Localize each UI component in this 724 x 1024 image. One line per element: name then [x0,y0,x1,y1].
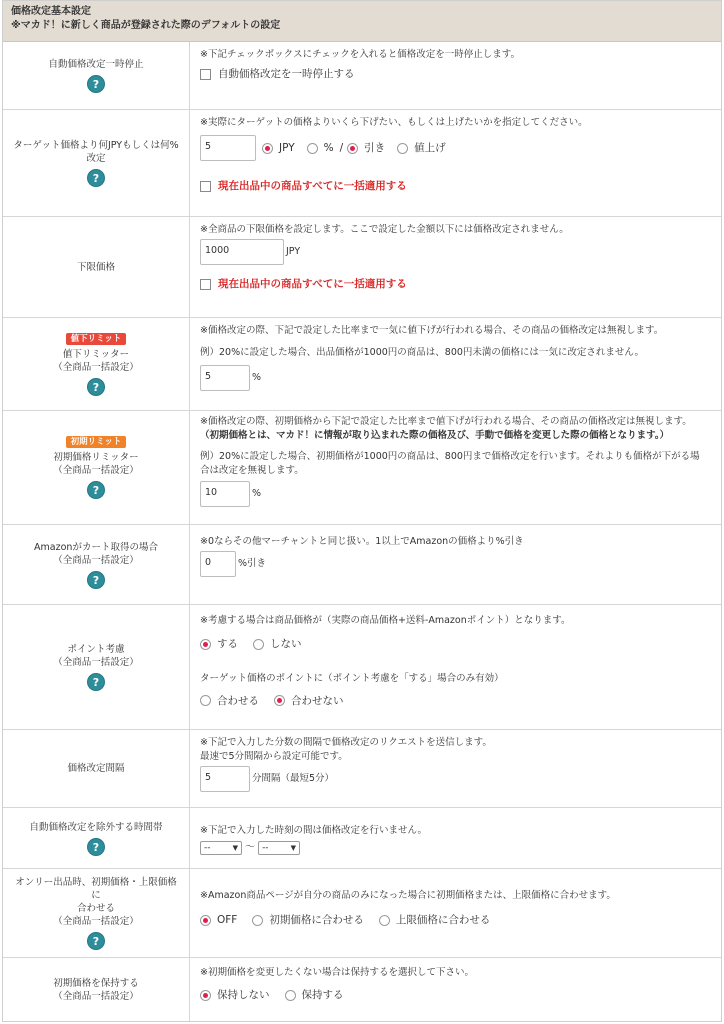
note-text: ※下記で入力した分数の間隔で価格改定のリクエストを送信します。 [200,737,492,748]
initial-limit-badge: 初期リミット [66,436,127,448]
settings-panel [2,0,722,1022]
label-text: 自動価格改定一時停止 [48,59,144,70]
row-value [190,958,721,1022]
apply-all-checkbox[interactable] [200,279,211,290]
radio-jpy-dot[interactable] [262,143,273,154]
radio-label: 合わせない [291,694,344,707]
label-sub: （全商品一括設定） [53,554,139,566]
row-target [3,110,721,217]
row-only-listing [3,869,721,958]
row-amazon-cart [3,525,721,605]
apply-all-label: 現在出品中の商品すべてに一括適用する [218,180,407,192]
target-amount-input[interactable]: 5 [200,135,256,161]
tilde: 〜 [245,842,256,853]
row-label [3,730,190,807]
note-bold-text: （初期価格とは、マカド！に情報が取り込まれた際の価格及び、手動で価格を変更した際の価格となります。） [200,430,670,441]
label-text: 価格改定間隔 [67,763,125,774]
row-label [3,605,190,729]
radio-percent-label: % [323,142,334,154]
row-label [3,318,190,410]
apply-all-line[interactable] [200,277,711,291]
unit-label: % [252,488,262,499]
only-radios [200,913,711,931]
panel-subtitle: ※マカド！に新しく商品が登録された際のデフォルトの設定 [11,20,281,31]
row-value [190,525,721,604]
note-text: ※価格改定の際、下記で設定した比率まで一気に値下げが行われる場合、その商品の価格改定は無視します。 [200,325,664,336]
row-keep-initial [3,958,721,1022]
radio-up-label: 値上げ [414,142,446,154]
row-exclude-time [3,808,721,869]
points-match-radios [200,694,711,712]
radio-up[interactable] [397,141,446,155]
note-text: ※価格改定の際、初期価格から下記で設定した比率まで値下げが行われる場合、その商品の価格改定は無視します。 [200,416,692,427]
row-value [190,411,721,524]
radio-dot[interactable] [253,639,264,650]
unit-label: JPY [286,246,301,257]
label-sub: （全商品一括設定） [53,465,139,476]
radio-label: しない [270,638,302,650]
radio-label: 初期価格に合わせる [269,914,364,926]
row-points [3,605,721,730]
example-text: 例）20%に設定した場合、初期価格が1000円の商品は、800円まで価格改定を行います。それよりも価格が下がる場 [200,451,700,462]
radio-percent[interactable] [307,141,334,155]
label-text: 初期価格を保持する [53,978,139,989]
row-pause [3,42,721,110]
radio-points-no[interactable] [253,637,302,651]
radio-dot[interactable] [379,915,390,926]
chevron-down-icon: ▼ [290,844,297,852]
question-circle-icon[interactable]: ? [87,673,105,691]
example-text: 例）20%に設定した場合、出品価格が1000円の商品は、800円未満の価格には一気に改定されません。 [200,347,644,358]
question-circle-icon[interactable]: ? [87,378,105,396]
initial-limiter-input[interactable]: 10 [200,481,250,507]
label-text: 下限価格 [76,261,115,273]
radio-keep-no[interactable] [200,988,270,1002]
radio-points-yes[interactable] [200,637,238,651]
keep-radios [200,988,711,1006]
row-value [190,869,721,957]
label-text: ポイント考慮 [67,644,125,655]
label-text: オンリー出品時、初期価格・上限価格に [15,877,177,901]
note-text-2: 最速で5分間隔から設定可能です。 [200,751,348,762]
row-value [190,110,721,216]
select-value: -- [204,843,211,853]
initial-limiter-controls [200,481,711,507]
exclude-controls [200,841,711,856]
unit-label: 分間隔（最短5分） [252,773,335,784]
row-value [190,808,721,868]
row-value [190,730,721,807]
row-value [190,42,721,109]
radio-dot[interactable] [200,695,211,706]
pause-checkbox-line[interactable] [200,67,711,81]
question-circle-icon[interactable]: ? [87,838,105,856]
radio-jpy-label: JPY [279,142,295,154]
note-text: ※Amazon商品ページが自分の商品のみになった場合に初期価格または、上限価格に合わせます。 [200,890,616,901]
row-value [190,605,721,729]
exclude-to-select[interactable] [258,841,300,855]
unit-label: %引き [238,558,267,569]
radio-down-dot[interactable] [347,143,358,154]
note-text: ※実際にターゲットの価格よりいくら下げたい、もしくは上げたいかを指定してください。 [200,117,588,128]
row-label [3,110,190,216]
radio-dot[interactable] [285,990,296,1001]
question-circle-icon[interactable]: ? [87,481,105,499]
question-circle-icon[interactable]: ? [87,571,105,589]
question-circle-icon[interactable]: ? [87,932,105,950]
label-text: 初期価格リミッター [53,452,139,463]
label-text: Amazonがカート取得の場合 [34,541,158,553]
note-text: ※考慮する場合は商品価格が（実際の商品価格+送料-Amazonポイント）となります。 [200,615,571,626]
radio-label: 保持する [301,989,344,1001]
radio-label: OFF [217,914,238,926]
apply-all-label: 現在出品中の商品すべてに一括適用する [218,278,407,290]
radio-match[interactable] [200,694,259,708]
cart-controls [200,551,711,577]
points-radios [200,637,711,655]
radio-dot[interactable] [200,990,211,1001]
apply-all-line[interactable] [200,179,711,193]
row-price-limiter [3,318,721,411]
exclude-from-select[interactable] [200,841,242,855]
label-sub: （全商品一括設定） [53,657,139,668]
note-text: ※0ならその他マーチャントと同じ扱い。1以上でAmazonの価格より%引き [200,536,524,547]
radio-percent-dot[interactable] [307,143,318,154]
checkbox-label: 自動価格改定を一時停止する [218,68,355,80]
note-text: ※下記チェックボックスにチェックを入れると価格改定を一時停止します。 [200,49,521,60]
example-text-cont: 合は改定を無視します。 [200,465,304,476]
radio-label: 合わせる [217,694,259,707]
limit-badge: 値下リミット [66,333,127,345]
unit-label: % [252,372,262,383]
label-sub: （全商品一括設定） [53,991,139,1002]
floor-price-input[interactable]: 1000 [200,239,284,265]
row-label [3,411,190,524]
label-text-2: 合わせる [76,903,115,914]
row-floor-price [3,217,721,318]
label-sub: （全商品一括設定） [53,361,139,373]
row-label [3,525,190,604]
chevron-down-icon: ▼ [232,844,238,852]
note-text: ※全商品の下限価格を設定します。ここで設定した金額以下には価格改定されません。 [200,224,569,235]
radio-up-dot[interactable] [397,143,408,154]
radio-down-label: 引き [364,142,386,154]
interval-controls [200,766,711,792]
radio-dot[interactable] [252,915,263,926]
limiter-controls [200,365,711,391]
cart-discount-input[interactable]: 0 [200,551,236,577]
radio-label: 上限価格に合わせる [395,914,491,926]
target-controls [200,135,711,161]
floor-controls [200,239,711,265]
radio-label: する [217,638,238,650]
row-initial-limiter [3,411,721,525]
select-value: -- [262,843,269,853]
radio-dot[interactable] [200,915,211,926]
question-circle-icon[interactable]: ? [87,75,105,93]
row-label [3,958,190,1022]
radio-no-match[interactable] [274,694,344,708]
question-circle-icon[interactable]: ? [87,169,105,187]
row-interval [3,730,721,808]
row-label [3,808,190,868]
label-sub: （全商品一括設定） [53,916,139,927]
sub-note-text: ターゲット価格のポイントに（ポイント考慮を「する」場合のみ有効） [200,672,504,684]
radio-down[interactable] [347,141,385,155]
label-text: ターゲット価格より何JPYもしくは何%改定 [13,140,179,164]
radio-initial[interactable] [252,913,364,927]
apply-all-checkbox[interactable] [200,181,211,192]
interval-input[interactable]: 5 [200,766,250,792]
pause-checkbox[interactable] [200,69,211,80]
radio-off[interactable] [200,913,237,927]
panel-header [3,1,721,42]
row-label [3,42,190,109]
note-text: ※下記で入力した時刻の間は価格改定を行いません。 [200,825,428,836]
label-text: 自動価格改定を除外する時間帯 [29,821,163,833]
radio-keep-yes[interactable] [285,988,344,1002]
row-label [3,217,190,317]
note-text: ※初期価格を変更したくない場合は保持するを選択して下さい。 [200,967,474,978]
radio-dot[interactable] [200,639,211,650]
limiter-input[interactable]: 5 [200,365,250,391]
separator: / [339,142,344,154]
radio-dot[interactable] [274,695,285,706]
radio-max[interactable] [379,913,491,927]
row-value [190,217,721,317]
label-text: 値下リミッター [62,348,130,360]
row-label [3,869,190,957]
radio-label: 保持しない [217,989,270,1001]
radio-jpy[interactable] [262,141,295,155]
panel-title: 価格改定基本設定 [11,6,91,17]
row-value [190,318,721,410]
